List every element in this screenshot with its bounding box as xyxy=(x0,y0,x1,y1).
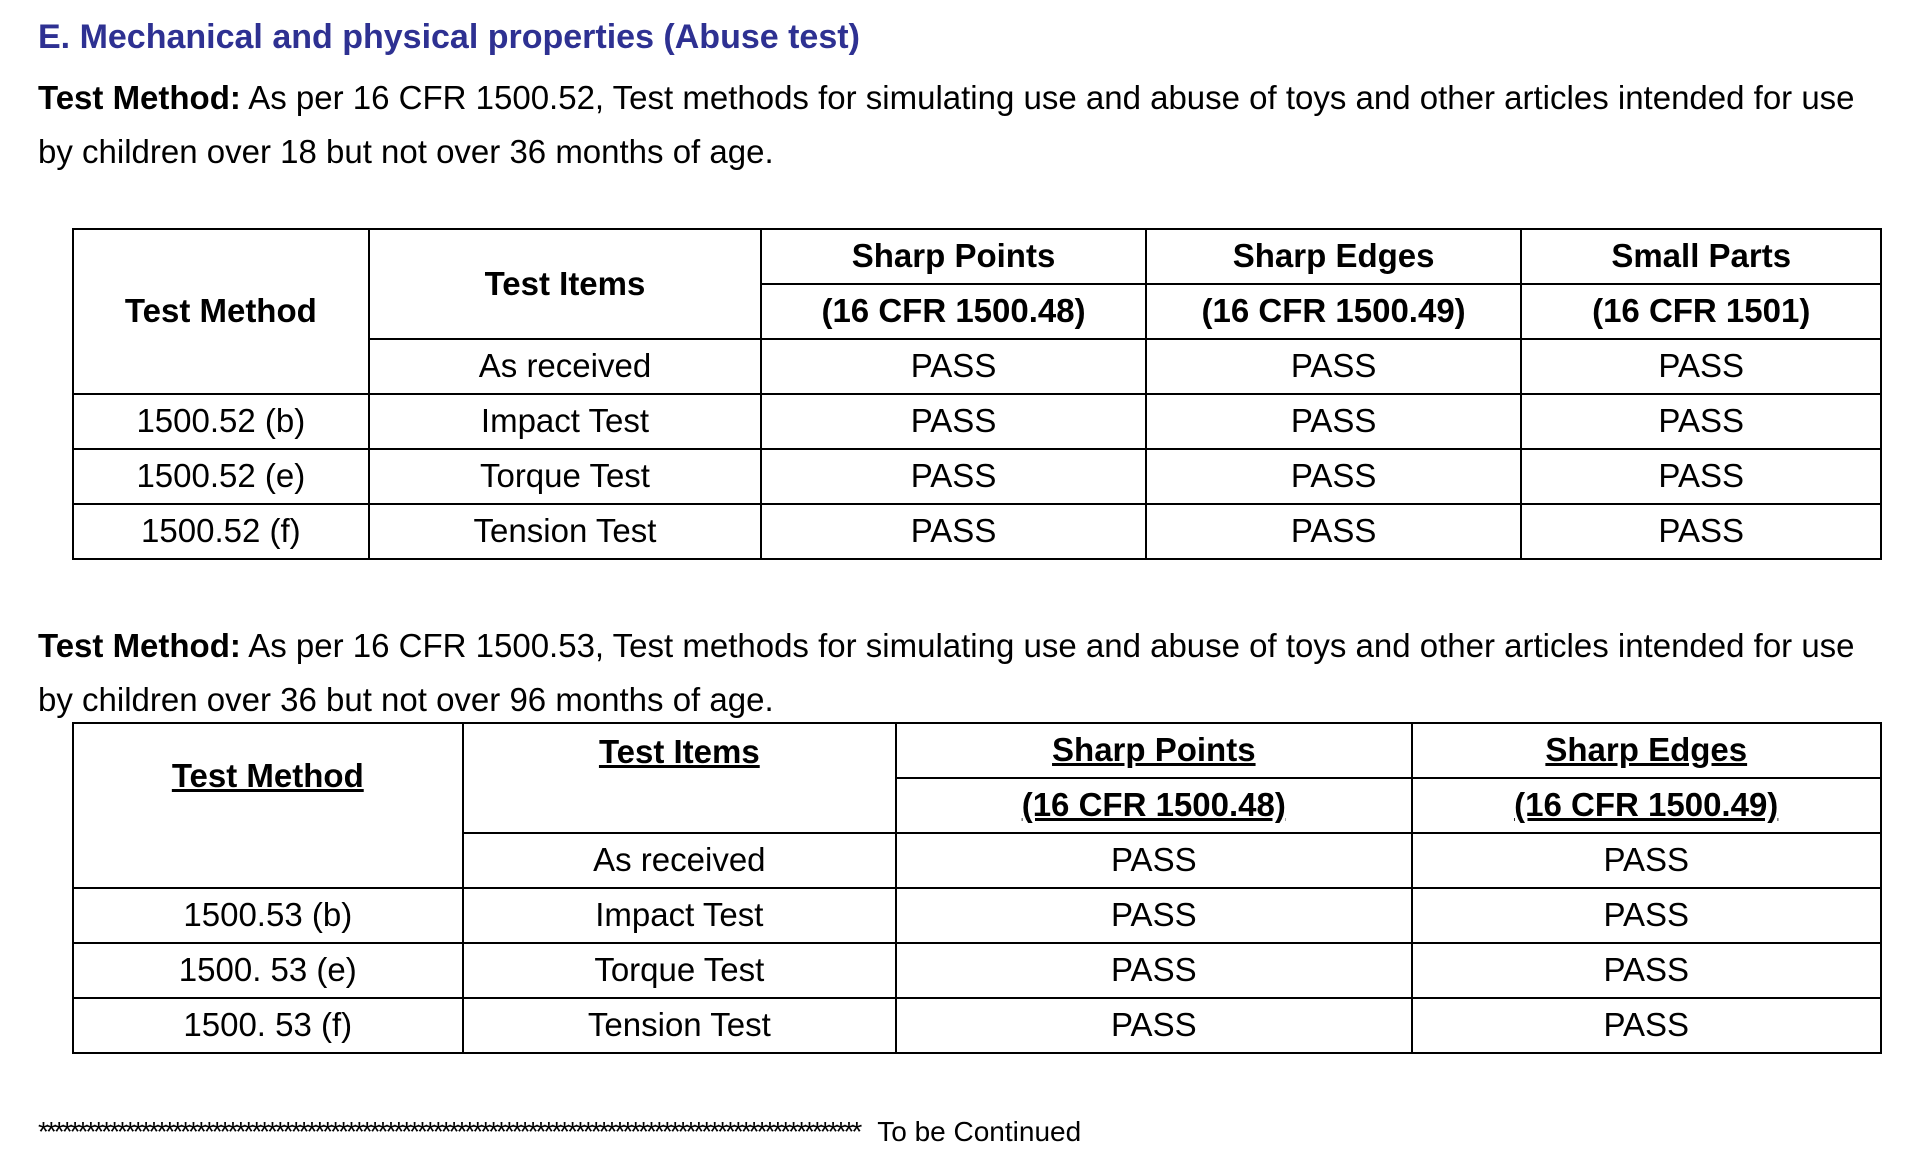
result-cell: PASS xyxy=(1412,998,1882,1053)
table-header-row xyxy=(73,229,1881,284)
test-item: As received xyxy=(369,339,762,394)
abuse-test-table-1500-53 xyxy=(72,722,1882,1054)
result-cell: PASS xyxy=(1521,339,1881,394)
header-sharp-edges: Sharp Edges xyxy=(1146,229,1522,284)
header-ref: (16 CFR 1500.49) xyxy=(1412,778,1882,833)
result-cell: PASS xyxy=(1412,833,1882,888)
test-method-description: As per 16 CFR 1500.53, Test methods for simulating use and abuse of toys and other articles intended for use by children over 36 but not over 96 months of age. xyxy=(38,627,1855,718)
result-cell: PASS xyxy=(761,504,1146,559)
result-cell: PASS xyxy=(1412,888,1882,943)
result-cell: PASS xyxy=(1146,449,1522,504)
header-test-method: Test Method xyxy=(73,723,463,888)
header-ref: (16 CFR 1500.49) xyxy=(1146,284,1522,339)
header-ref: (16 CFR 1501) xyxy=(1521,284,1881,339)
test-item: Torque Test xyxy=(369,449,762,504)
test-method-code: 1500.52 (b) xyxy=(73,394,369,449)
header-test-items: Test Items xyxy=(463,723,897,833)
test-method-label: Test Method: xyxy=(38,79,241,116)
test-item: Impact Test xyxy=(463,888,897,943)
test-item: Impact Test xyxy=(369,394,762,449)
test-method-label: Test Method: xyxy=(38,627,241,664)
table-row xyxy=(73,504,1881,559)
result-cell: PASS xyxy=(761,339,1146,394)
table-row xyxy=(73,888,1881,943)
header-sharp-points: Sharp Points xyxy=(896,723,1411,778)
result-cell: PASS xyxy=(1521,504,1881,559)
test-item: Torque Test xyxy=(463,943,897,998)
header-test-items: Test Items xyxy=(369,229,762,339)
result-cell: PASS xyxy=(1146,504,1522,559)
result-cell: PASS xyxy=(761,449,1146,504)
result-cell: PASS xyxy=(1146,339,1522,394)
test-method-code: 1500.52 (f) xyxy=(73,504,369,559)
result-cell: PASS xyxy=(1412,943,1882,998)
test-method-code: 1500.53 (b) xyxy=(73,888,463,943)
test-method-paragraph-2 xyxy=(38,619,1888,727)
test-method-code: 1500. 53 (f) xyxy=(73,998,463,1053)
test-method-description: As per 16 CFR 1500.52, Test methods for simulating use and abuse of toys and other articles intended for use by children over 18 but not over 36 months of age. xyxy=(38,79,1855,170)
test-method-code: 1500.52 (e) xyxy=(73,449,369,504)
table-row xyxy=(73,943,1881,998)
header-ref: (16 CFR 1500.48) xyxy=(761,284,1146,339)
test-method-code: 1500. 53 (e) xyxy=(73,943,463,998)
table-row xyxy=(73,394,1881,449)
table-header-row xyxy=(73,723,1881,778)
test-item: Tension Test xyxy=(369,504,762,559)
result-cell: PASS xyxy=(896,943,1411,998)
footer xyxy=(38,1116,1081,1148)
test-method-paragraph-1 xyxy=(38,71,1888,179)
result-cell: PASS xyxy=(896,888,1411,943)
header-ref: (16 CFR 1500.48) xyxy=(896,778,1411,833)
header-test-method: Test Method xyxy=(73,229,369,394)
footer-stars-divider: ******************************************************************************************************** xyxy=(38,1116,860,1147)
header-sharp-edges: Sharp Edges xyxy=(1412,723,1882,778)
test-item: Tension Test xyxy=(463,998,897,1053)
result-cell: PASS xyxy=(896,833,1411,888)
table-row xyxy=(73,998,1881,1053)
result-cell: PASS xyxy=(896,998,1411,1053)
test-item: As received xyxy=(463,833,897,888)
result-cell: PASS xyxy=(1521,449,1881,504)
to-be-continued-label: To be Continued xyxy=(877,1116,1082,1147)
abuse-test-table-1500-52 xyxy=(72,228,1882,560)
table-row xyxy=(73,449,1881,504)
section-title: E. Mechanical and physical properties (Abuse test) xyxy=(38,18,860,56)
result-cell: PASS xyxy=(1521,394,1881,449)
result-cell: PASS xyxy=(761,394,1146,449)
header-small-parts: Small Parts xyxy=(1521,229,1881,284)
header-sharp-points: Sharp Points xyxy=(761,229,1146,284)
result-cell: PASS xyxy=(1146,394,1522,449)
